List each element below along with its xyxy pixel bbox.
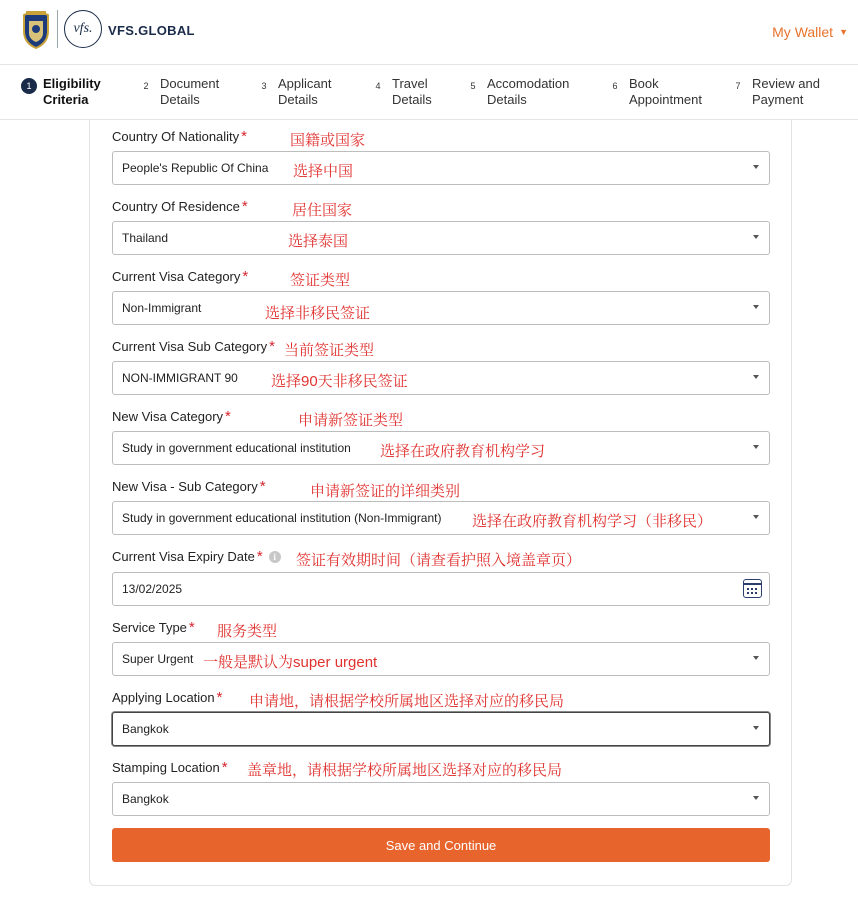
required-mark: * (256, 548, 263, 565)
stamping-location-label-note: 盖章地，请根据学校所属地区选择对应的移民局 (247, 762, 563, 779)
residence-label: Country Of Residence * (112, 198, 248, 215)
current-visa-sub-category-value-note: 选择90天非移民签证 (271, 373, 408, 390)
new-visa-sub-category-label-note: 申请新签证的详细类别 (310, 483, 461, 500)
step-number: 5 (470, 81, 476, 91)
service-type-value: Super Urgent (122, 652, 194, 666)
required-mark: * (221, 759, 228, 776)
nationality-label: Country Of Nationality * (112, 128, 248, 145)
new-visa-category-value-note: 选择在政府教育机构学习 (380, 443, 546, 460)
step-accomodation-details[interactable] (465, 76, 569, 108)
residence-value: Thailand (122, 231, 169, 245)
chevron-down-icon (753, 656, 759, 660)
visa-expiry-date-label-note: 签证有效期时间（请查看护照入境盖章页） (296, 552, 582, 569)
current-visa-category-select[interactable] (112, 291, 770, 325)
service-type-label-note: 服务类型 (217, 623, 278, 640)
visa-expiry-date-input[interactable] (112, 572, 770, 606)
step-number: 3 (261, 81, 267, 91)
step-number: 4 (375, 81, 381, 91)
visa-expiry-date-value: 13/02/2025 (122, 582, 183, 596)
new-visa-sub-category-label: New Visa - Sub Category * (112, 478, 266, 495)
residence-label-note: 居住国家 (292, 202, 353, 219)
brand-name: VFS.GLOBAL (108, 23, 195, 38)
stamping-location-value: Bangkok (122, 792, 169, 806)
info-icon[interactable]: i (269, 551, 281, 563)
residence-select[interactable] (112, 221, 770, 255)
step-label: Book Appointment (629, 76, 702, 107)
current-visa-category-value-note: 选择非移民签证 (265, 305, 371, 322)
nationality-select[interactable] (112, 151, 770, 185)
required-mark: * (225, 408, 231, 425)
chevron-down-icon (753, 235, 759, 239)
step-applicant-details[interactable] (256, 76, 331, 108)
save-and-continue-button[interactable]: Save and Continue (112, 828, 770, 862)
chevron-down-icon (753, 726, 759, 730)
new-visa-sub-category-value-note: 选择在政府教育机构学习（非移民） (472, 513, 713, 530)
current-visa-sub-category-select[interactable] (112, 361, 770, 395)
current-visa-category-label: Current Visa Category * (112, 268, 249, 285)
chevron-down-icon (753, 445, 759, 449)
residence-value-note: 选择泰国 (288, 233, 349, 250)
applying-location-label-note: 申请地，请根据学校所属地区选择对应的移民局 (249, 693, 565, 710)
current-visa-sub-category-label: Current Visa Sub Category * (112, 338, 275, 355)
applying-location-select[interactable] (112, 712, 770, 746)
nationality-value: People's Republic Of China (122, 161, 269, 175)
step-number: 1 (21, 78, 37, 94)
required-mark: * (259, 478, 266, 495)
nationality-value-note: 选择中国 (293, 163, 354, 180)
vfs-logo-icon: vfs. (64, 10, 102, 48)
step-number: 7 (735, 81, 741, 91)
chevron-down-icon (753, 375, 759, 379)
step-label: Travel Details (392, 76, 432, 107)
stamping-location-select[interactable] (112, 782, 770, 816)
required-mark: * (241, 198, 248, 215)
chevron-down-icon: ▼ (839, 27, 848, 37)
new-visa-category-value: Study in government educational institution (122, 441, 351, 455)
calendar-icon[interactable] (743, 579, 762, 598)
required-mark: * (269, 338, 275, 355)
current-visa-category-value: Non-Immigrant (122, 301, 202, 315)
chevron-down-icon (753, 165, 759, 169)
required-mark: * (216, 689, 223, 706)
progress-stepper (0, 64, 858, 120)
chevron-down-icon (753, 515, 759, 519)
current-visa-sub-category-value: NON-IMMIGRANT 90 (122, 371, 238, 385)
visa-expiry-date-label: Current Visa Expiry Date * i (112, 548, 281, 565)
step-label: Applicant Details (278, 76, 332, 107)
my-wallet-menu[interactable] (772, 24, 848, 40)
chevron-down-icon (753, 305, 759, 309)
step-label: Eligibility Criteria (43, 76, 101, 107)
service-type-value-note: 一般是默认为super urgent (203, 654, 378, 671)
required-mark: * (188, 619, 195, 636)
step-document-details[interactable] (138, 76, 219, 108)
applying-location-label: Applying Location * (112, 689, 223, 706)
new-visa-category-label-note: 申请新签证类型 (298, 412, 404, 429)
step-number: 6 (612, 81, 618, 91)
header (0, 0, 858, 64)
step-label: Review and Payment (752, 76, 820, 107)
current-visa-category-label-note: 签证类型 (290, 272, 351, 289)
current-visa-sub-category-label-note: 当前签证类型 (284, 342, 375, 359)
required-mark: * (242, 268, 249, 285)
step-review-and-payment[interactable] (730, 76, 820, 108)
step-number: 2 (143, 81, 149, 91)
step-label: Document Details (160, 76, 220, 107)
logo-divider (57, 10, 58, 48)
step-book-appointment[interactable] (607, 76, 702, 108)
step-travel-details[interactable] (370, 76, 432, 108)
new-visa-category-label: New Visa Category * (112, 408, 231, 425)
chevron-down-icon (753, 796, 759, 800)
stamping-location-label: Stamping Location * (112, 759, 228, 776)
nationality-label-note: 国籍或国家 (290, 132, 366, 149)
step-label: Accomodation Details (487, 76, 570, 107)
new-visa-sub-category-value: Study in government educational institution (Non-Immigrant) (122, 511, 442, 525)
my-wallet-label: My Wallet (772, 24, 834, 40)
service-type-label: Service Type * (112, 619, 195, 636)
step-eligibility-criteria[interactable] (21, 76, 101, 108)
government-emblem-icon (20, 9, 52, 49)
applying-location-value: Bangkok (122, 722, 169, 736)
required-mark: * (241, 128, 248, 145)
